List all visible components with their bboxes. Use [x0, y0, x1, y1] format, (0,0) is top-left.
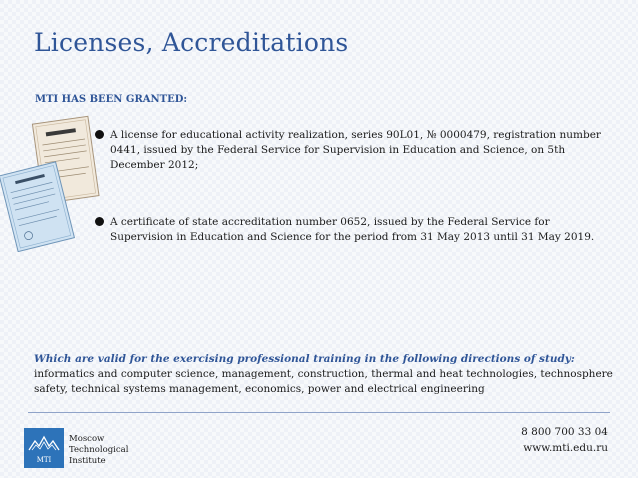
page-title: Licenses, Accreditations [34, 28, 349, 57]
logo-line: Moscow [69, 434, 105, 444]
study-directions-lead: Which are valid for the exercising professional training in the following directions of study: [34, 353, 575, 365]
list-item [92, 215, 612, 245]
logo-line: Technological [69, 445, 129, 455]
license-text: A license for educational activity realization, series 90L01, № 0000479, registration number 0441, issued by the Federal Service for Supervision in Education and Science, on 5th December 2012; [110, 129, 601, 171]
mti-logo-icon [24, 428, 64, 468]
list-item [92, 128, 612, 173]
granted-list [92, 128, 612, 287]
phone-number: 8 800 700 33 04 [521, 426, 608, 438]
bullet-icon [95, 130, 104, 139]
bullet-icon [95, 217, 104, 226]
granted-heading: MTI HAS BEEN GRANTED: [35, 94, 188, 105]
website-link[interactable]: www.mti.edu.ru [523, 442, 608, 454]
accreditation-text: A certificate of state accreditation number 0652, issued by the Federal Service for Supervision in Education and Science for the period from 31 May 2013 until 31 May 2019. [110, 216, 595, 243]
study-directions [34, 352, 624, 397]
logo-abbr: MTI [36, 456, 52, 464]
logo-line: Institute [69, 456, 106, 466]
logo-name [69, 434, 128, 467]
study-directions-body: informatics and computer science, management, construction, thermal and heat technologies, technosphere safety, technical systems management, economics, power and electrical engineering [34, 368, 613, 395]
footer-divider [28, 412, 610, 413]
contact-info [521, 424, 608, 456]
